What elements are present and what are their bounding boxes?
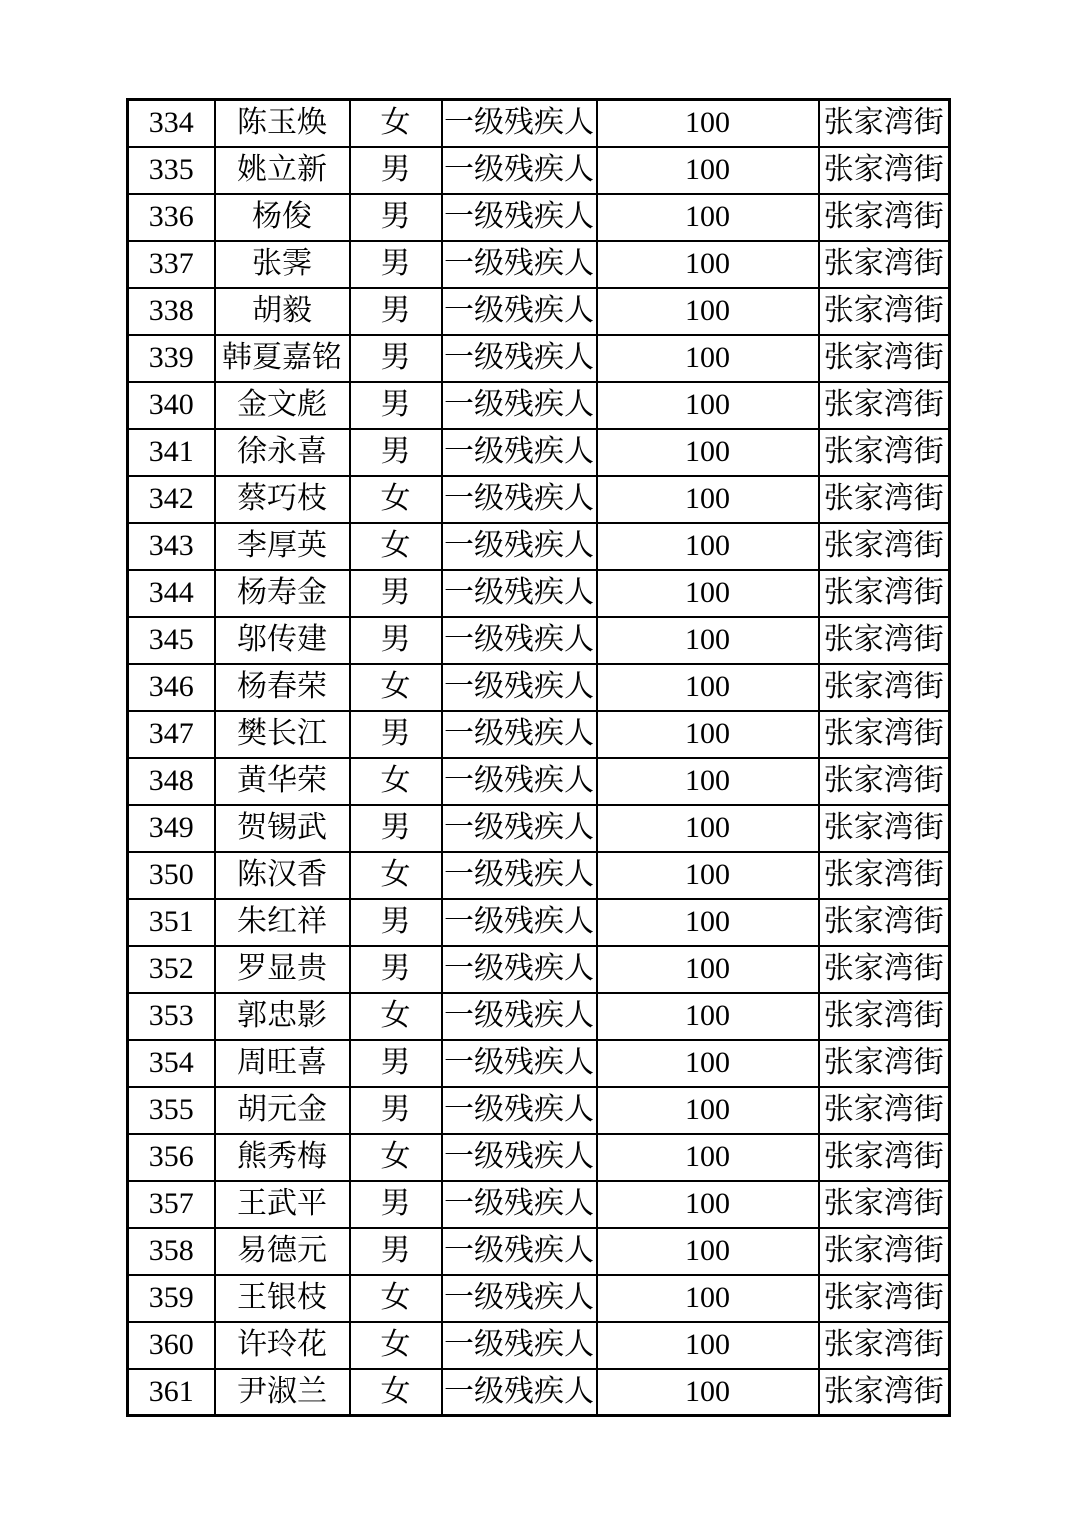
table-row (128, 899, 950, 946)
cell-gender: 女 (350, 758, 442, 805)
cell-street: 张家湾街 (819, 758, 950, 805)
table-row (128, 758, 950, 805)
cell-street: 张家湾街 (819, 429, 950, 476)
cell-category: 一级残疾人 (442, 758, 597, 805)
cell-category: 一级残疾人 (442, 335, 597, 382)
cell-gender: 男 (350, 805, 442, 852)
cell-category: 一级残疾人 (442, 852, 597, 899)
table-row (128, 993, 950, 1040)
cell-amount: 100 (597, 805, 819, 852)
cell-name: 蔡巧枝 (215, 476, 350, 523)
cell-amount: 100 (597, 241, 819, 288)
cell-category: 一级残疾人 (442, 241, 597, 288)
cell-index: 352 (128, 946, 215, 993)
cell-street: 张家湾街 (819, 1275, 950, 1322)
cell-gender: 男 (350, 946, 442, 993)
cell-index: 353 (128, 993, 215, 1040)
cell-street: 张家湾街 (819, 1134, 950, 1181)
cell-name: 樊长江 (215, 711, 350, 758)
cell-category: 一级残疾人 (442, 664, 597, 711)
cell-name: 黄华荣 (215, 758, 350, 805)
cell-category: 一级残疾人 (442, 288, 597, 335)
cell-gender: 男 (350, 899, 442, 946)
cell-name: 姚立新 (215, 147, 350, 194)
cell-name: 郭忠影 (215, 993, 350, 1040)
cell-index: 359 (128, 1275, 215, 1322)
cell-amount: 100 (597, 1369, 819, 1416)
cell-gender: 女 (350, 100, 442, 147)
table-row (128, 664, 950, 711)
cell-amount: 100 (597, 1087, 819, 1134)
cell-category: 一级残疾人 (442, 1087, 597, 1134)
table-row (128, 1322, 950, 1369)
cell-category: 一级残疾人 (442, 194, 597, 241)
cell-street: 张家湾街 (819, 993, 950, 1040)
cell-amount: 100 (597, 1181, 819, 1228)
cell-category: 一级残疾人 (442, 382, 597, 429)
cell-gender: 女 (350, 1275, 442, 1322)
cell-amount: 100 (597, 1228, 819, 1275)
cell-gender: 男 (350, 570, 442, 617)
cell-index: 345 (128, 617, 215, 664)
cell-amount: 100 (597, 382, 819, 429)
cell-amount: 100 (597, 758, 819, 805)
cell-category: 一级残疾人 (442, 1228, 597, 1275)
cell-category: 一级残疾人 (442, 1040, 597, 1087)
cell-name: 王银枝 (215, 1275, 350, 1322)
cell-gender: 男 (350, 194, 442, 241)
cell-street: 张家湾街 (819, 100, 950, 147)
table-row (128, 335, 950, 382)
table-row (128, 946, 950, 993)
table-row (128, 382, 950, 429)
cell-amount: 100 (597, 899, 819, 946)
cell-category: 一级残疾人 (442, 805, 597, 852)
cell-amount: 100 (597, 993, 819, 1040)
cell-gender: 男 (350, 147, 442, 194)
cell-gender: 女 (350, 1134, 442, 1181)
cell-index: 336 (128, 194, 215, 241)
cell-index: 346 (128, 664, 215, 711)
subsidy-roster-table (126, 98, 951, 1417)
cell-street: 张家湾街 (819, 617, 950, 664)
cell-amount: 100 (597, 617, 819, 664)
cell-name: 金文彪 (215, 382, 350, 429)
cell-street: 张家湾街 (819, 711, 950, 758)
cell-street: 张家湾街 (819, 382, 950, 429)
cell-amount: 100 (597, 711, 819, 758)
cell-index: 340 (128, 382, 215, 429)
cell-category: 一级残疾人 (442, 100, 597, 147)
table-row (128, 1369, 950, 1416)
cell-street: 张家湾街 (819, 523, 950, 570)
cell-index: 343 (128, 523, 215, 570)
cell-amount: 100 (597, 523, 819, 570)
table-row (128, 194, 950, 241)
cell-street: 张家湾街 (819, 1040, 950, 1087)
cell-index: 347 (128, 711, 215, 758)
cell-amount: 100 (597, 335, 819, 382)
cell-name: 杨春荣 (215, 664, 350, 711)
cell-name: 周旺喜 (215, 1040, 350, 1087)
cell-gender: 女 (350, 993, 442, 1040)
cell-street: 张家湾街 (819, 194, 950, 241)
table-row (128, 476, 950, 523)
cell-name: 张霁 (215, 241, 350, 288)
cell-name: 徐永喜 (215, 429, 350, 476)
cell-street: 张家湾街 (819, 946, 950, 993)
cell-gender: 男 (350, 711, 442, 758)
cell-gender: 男 (350, 241, 442, 288)
cell-name: 邬传建 (215, 617, 350, 664)
cell-index: 356 (128, 1134, 215, 1181)
cell-gender: 男 (350, 1040, 442, 1087)
cell-street: 张家湾街 (819, 1369, 950, 1416)
cell-gender: 男 (350, 1087, 442, 1134)
cell-index: 348 (128, 758, 215, 805)
cell-amount: 100 (597, 946, 819, 993)
cell-street: 张家湾街 (819, 852, 950, 899)
cell-street: 张家湾街 (819, 664, 950, 711)
cell-amount: 100 (597, 100, 819, 147)
cell-index: 360 (128, 1322, 215, 1369)
cell-amount: 100 (597, 1275, 819, 1322)
cell-name: 陈汉香 (215, 852, 350, 899)
cell-street: 张家湾街 (819, 1322, 950, 1369)
cell-gender: 女 (350, 523, 442, 570)
cell-category: 一级残疾人 (442, 899, 597, 946)
cell-name: 杨寿金 (215, 570, 350, 617)
cell-category: 一级残疾人 (442, 617, 597, 664)
cell-gender: 男 (350, 382, 442, 429)
cell-street: 张家湾街 (819, 1181, 950, 1228)
cell-street: 张家湾街 (819, 241, 950, 288)
cell-category: 一级残疾人 (442, 147, 597, 194)
cell-name: 许玲花 (215, 1322, 350, 1369)
cell-name: 胡毅 (215, 288, 350, 335)
cell-name: 胡元金 (215, 1087, 350, 1134)
cell-index: 338 (128, 288, 215, 335)
cell-index: 334 (128, 100, 215, 147)
cell-index: 349 (128, 805, 215, 852)
cell-name: 熊秀梅 (215, 1134, 350, 1181)
cell-amount: 100 (597, 147, 819, 194)
cell-name: 陈玉焕 (215, 100, 350, 147)
cell-street: 张家湾街 (819, 288, 950, 335)
cell-category: 一级残疾人 (442, 476, 597, 523)
cell-name: 罗显贵 (215, 946, 350, 993)
table-row (128, 1228, 950, 1275)
cell-index: 341 (128, 429, 215, 476)
cell-index: 342 (128, 476, 215, 523)
cell-index: 358 (128, 1228, 215, 1275)
table-row (128, 241, 950, 288)
cell-index: 361 (128, 1369, 215, 1416)
table-row (128, 1275, 950, 1322)
cell-category: 一级残疾人 (442, 1275, 597, 1322)
cell-street: 张家湾街 (819, 1087, 950, 1134)
table-row (128, 617, 950, 664)
cell-amount: 100 (597, 852, 819, 899)
cell-index: 335 (128, 147, 215, 194)
cell-name: 李厚英 (215, 523, 350, 570)
table-row (128, 1134, 950, 1181)
cell-street: 张家湾街 (819, 570, 950, 617)
table-row (128, 711, 950, 758)
table-row (128, 288, 950, 335)
cell-index: 350 (128, 852, 215, 899)
cell-index: 357 (128, 1181, 215, 1228)
cell-amount: 100 (597, 1134, 819, 1181)
cell-category: 一级残疾人 (442, 946, 597, 993)
table-body (128, 100, 950, 1416)
cell-street: 张家湾街 (819, 1228, 950, 1275)
cell-name: 易德元 (215, 1228, 350, 1275)
cell-category: 一级残疾人 (442, 1181, 597, 1228)
cell-index: 339 (128, 335, 215, 382)
table-row (128, 852, 950, 899)
cell-street: 张家湾街 (819, 335, 950, 382)
cell-street: 张家湾街 (819, 899, 950, 946)
cell-name: 王武平 (215, 1181, 350, 1228)
cell-gender: 女 (350, 1322, 442, 1369)
cell-category: 一级残疾人 (442, 1369, 597, 1416)
cell-category: 一级残疾人 (442, 711, 597, 758)
cell-category: 一级残疾人 (442, 523, 597, 570)
cell-category: 一级残疾人 (442, 1322, 597, 1369)
cell-name: 尹淑兰 (215, 1369, 350, 1416)
cell-amount: 100 (597, 194, 819, 241)
table-row (128, 1181, 950, 1228)
cell-category: 一级残疾人 (442, 429, 597, 476)
cell-name: 朱红祥 (215, 899, 350, 946)
cell-gender: 男 (350, 617, 442, 664)
cell-index: 355 (128, 1087, 215, 1134)
cell-gender: 女 (350, 664, 442, 711)
cell-index: 344 (128, 570, 215, 617)
cell-gender: 女 (350, 476, 442, 523)
cell-gender: 男 (350, 335, 442, 382)
cell-amount: 100 (597, 664, 819, 711)
cell-category: 一级残疾人 (442, 570, 597, 617)
table-row (128, 100, 950, 147)
table-row (128, 805, 950, 852)
table-row (128, 523, 950, 570)
cell-gender: 女 (350, 852, 442, 899)
cell-name: 贺锡武 (215, 805, 350, 852)
table-row (128, 1040, 950, 1087)
cell-name: 韩夏嘉铭 (215, 335, 350, 382)
cell-name: 杨俊 (215, 194, 350, 241)
cell-gender: 男 (350, 429, 442, 476)
cell-index: 351 (128, 899, 215, 946)
table-row (128, 1087, 950, 1134)
cell-gender: 男 (350, 1228, 442, 1275)
table-row (128, 429, 950, 476)
cell-gender: 男 (350, 288, 442, 335)
cell-amount: 100 (597, 476, 819, 523)
cell-amount: 100 (597, 570, 819, 617)
cell-amount: 100 (597, 1322, 819, 1369)
cell-index: 354 (128, 1040, 215, 1087)
cell-category: 一级残疾人 (442, 1134, 597, 1181)
cell-gender: 女 (350, 1369, 442, 1416)
cell-amount: 100 (597, 429, 819, 476)
cell-street: 张家湾街 (819, 805, 950, 852)
cell-index: 337 (128, 241, 215, 288)
cell-amount: 100 (597, 288, 819, 335)
table-row (128, 147, 950, 194)
cell-category: 一级残疾人 (442, 993, 597, 1040)
cell-gender: 男 (350, 1181, 442, 1228)
cell-street: 张家湾街 (819, 476, 950, 523)
cell-street: 张家湾街 (819, 147, 950, 194)
table-row (128, 570, 950, 617)
cell-amount: 100 (597, 1040, 819, 1087)
